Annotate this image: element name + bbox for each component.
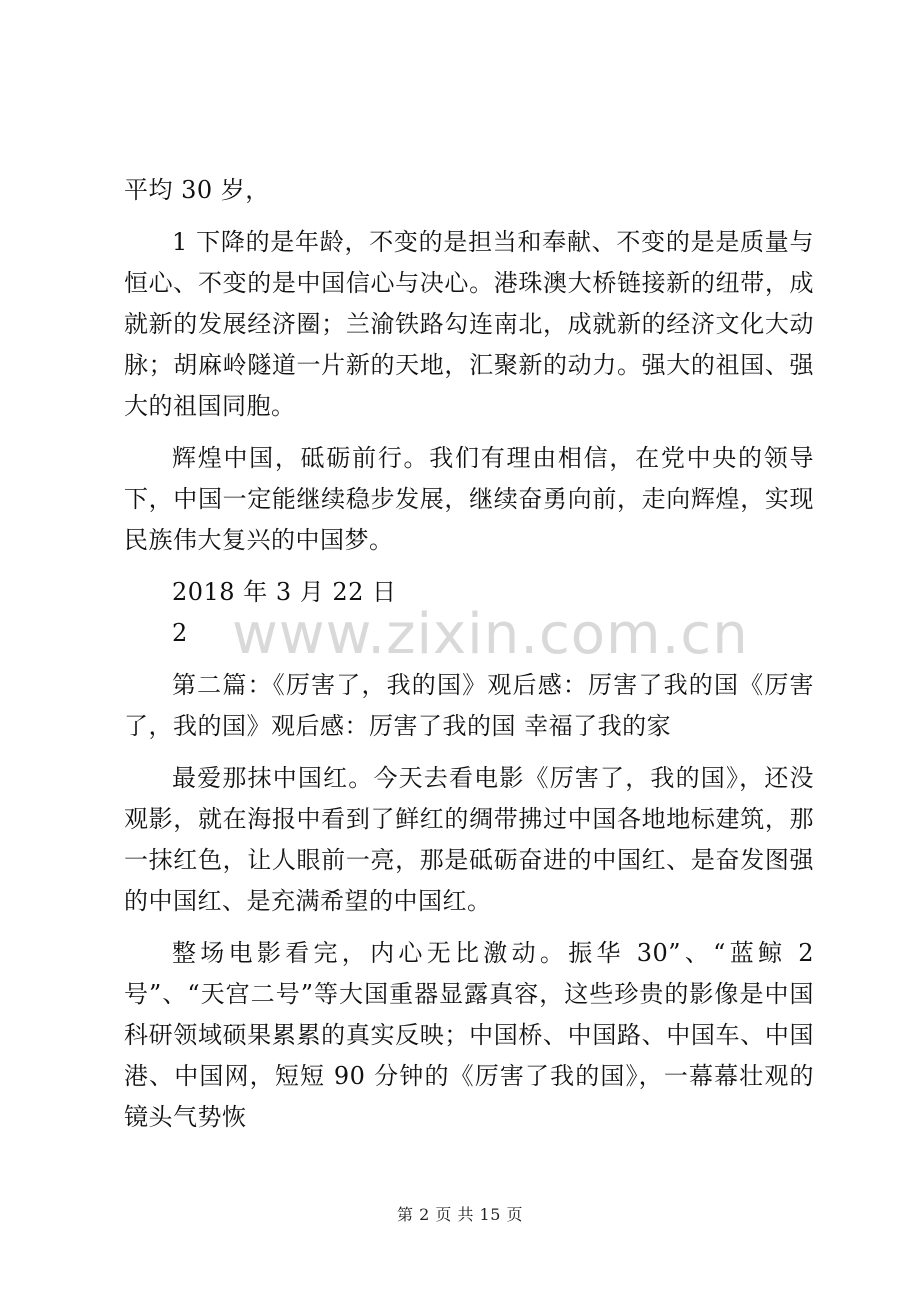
paragraph-film-review: 整场电影看完，内心无比激动。振华 30”、“蓝鲸 2 号”、“天宫二号”等大国重器显露真容，这些珍贵的影像是中国科研领域硕果累累的真实反映；中国桥、中国路、中国车、中国港、中国网，短短 90 分钟的《厉害了我的国》，一幕幕壮观的镜头气势恢 [124,939,814,1131]
paragraph-glorious-china: 辉煌中国，砥砺前行。我们有理由相信，在党中央的领导下，中国一定能继续稳步发展，继续奋勇向前，走向辉煌，实现民族伟大复兴的中国梦。 [124,444,814,554]
watermark: www.zixin.com.cn [232,602,749,667]
paragraph-unchanging: 1 下降的是年龄，不变的是担当和奉献、不变的是是质量与恒心、不变的是中国信心与决心。港珠澳大桥链接新的纽带，成就新的发展经济圈；兰渝铁路勾连南北，成就新的经济文化大动脉；胡麻岭隧道一片新的天地，汇聚新的动力。强大的祖国、强大的祖国同胞。 [124,228,814,420]
date-line: 2018 年 3 月 22 日 [172,578,397,606]
section-number: 2 [172,619,188,647]
section-heading: 第二篇：《厉害了，我的国》观后感：厉害了我的国《厉害了，我的国》观后感：厉害了我的国 幸福了我的家 [124,671,814,740]
paragraph-age: 平均 30 岁， [124,176,270,204]
page-footer: 第 2 页 共 15 页 [397,1205,523,1224]
document-body [124,170,814,1149]
paragraph-china-red: 最爱那抹中国红。今天去看电影《厉害了，我的国》，还没观影，就在海报中看到了鲜红的绸带拂过中国各地地标建筑，那一抹红色，让人眼前一亮，那是砥砺奋进的中国红、是奋发图强的中国红、是充满希望的中国红。 [124,764,814,915]
